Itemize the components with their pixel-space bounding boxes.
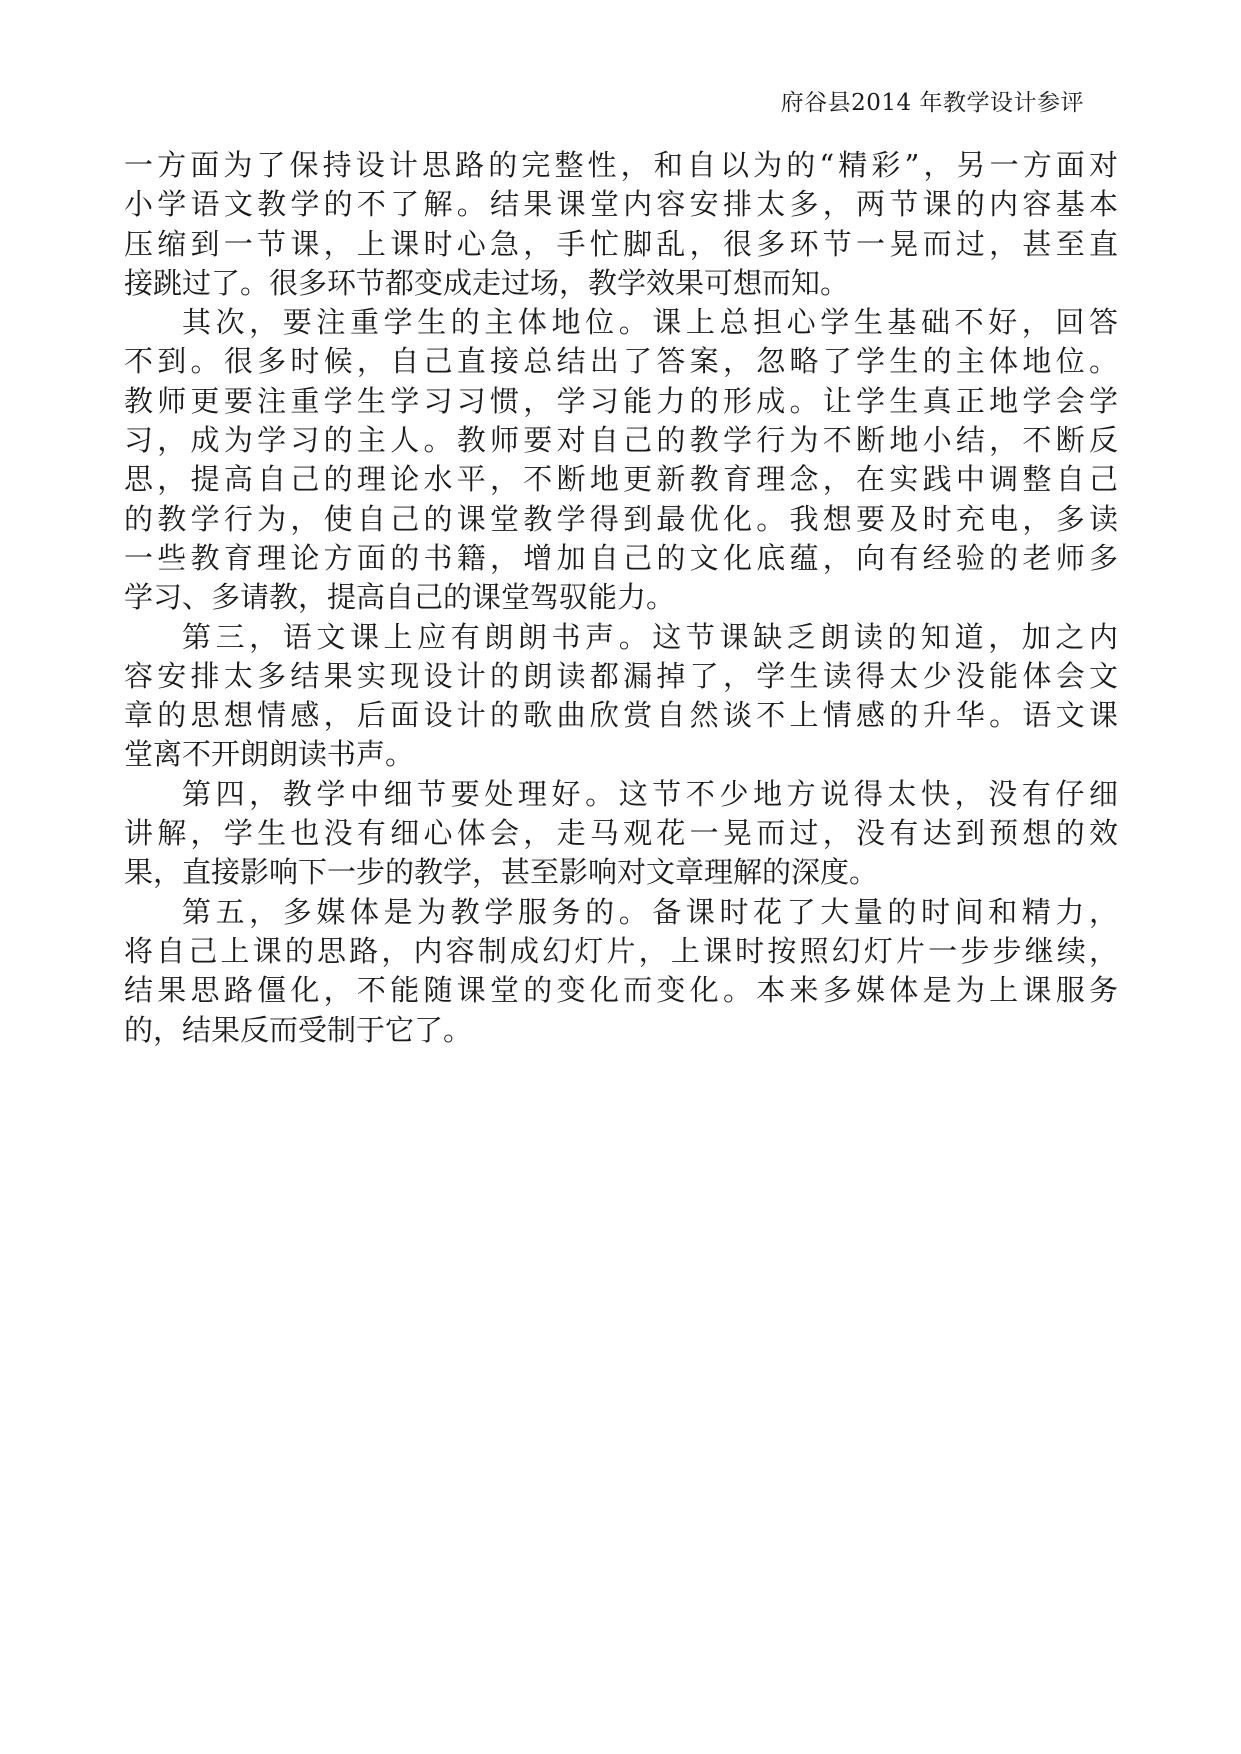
text-line: 第五，多媒体是为教学服务的。备课时花了大量的时间和精力， xyxy=(182,894,1118,929)
text-line: 一些教育理论方面的书籍，增加自己的文化底蕴，向有经验的老师多 xyxy=(124,540,1118,575)
text-line: 容安排太多结果实现设计的朗读都漏掉了，学生读得太少没能体会文 xyxy=(124,658,1118,693)
text-line: 压缩到一节课，上课时心急，手忙脚乱，很多环节一晃而过，甚至直 xyxy=(124,226,1118,261)
text-line: 章的思想情感，后面设计的歌曲欣赏自然谈不上情感的升华。语文课 xyxy=(124,698,1118,733)
text-line: 小学语文教学的不了解。结果课堂内容安排太多，两节课的内容基本 xyxy=(124,187,1118,222)
text-line: 将自己上课的思路，内容制成幻灯片，上课时按照幻灯片一步步继续， xyxy=(124,933,1118,968)
text-line: 结果思路僵化，不能随课堂的变化而变化。本来多媒体是为上课服务 xyxy=(124,973,1118,1008)
text-line: 堂离不开朗朗读书声。 xyxy=(124,737,415,772)
text-line: 果，直接影响下一步的教学，甚至影响对文章理解的深度。 xyxy=(124,855,879,890)
body-text xyxy=(124,146,1118,1050)
page-header: 府谷县2014 年教学设计参评 xyxy=(780,90,1084,116)
text-line: 接跳过了。很多环节都变成走过场，教学效果可想而知。 xyxy=(124,265,850,300)
text-line: 一方面为了保持设计思路的完整性，和自以为的“精彩”，另一方面对 xyxy=(124,148,1118,182)
text-line: 的教学行为，使自己的课堂教学得到最优化。我想要及时充电，多读 xyxy=(124,501,1118,536)
text-line: 的，结果反而受制于它了。 xyxy=(124,1012,473,1047)
text-line: 第四，教学中细节要处理好。这节不少地方说得太快，没有仔细 xyxy=(182,776,1118,811)
text-line: 思，提高自己的理论水平，不断地更新教育理念，在实践中调整自己 xyxy=(124,462,1118,497)
text-line: 其次，要注重学生的主体地位。课上总担心学生基础不好，回答 xyxy=(182,305,1118,340)
text-line: 习，成为学习的主人。教师要对自己的教学行为不断地小结，不断反 xyxy=(124,423,1118,458)
text-line: 学习、多请教，提高自己的课堂驾驭能力。 xyxy=(124,580,676,615)
text-line: 讲解，学生也没有细心体会，走马观花一晃而过，没有达到预想的效 xyxy=(124,816,1118,851)
text-line: 教师更要注重学生学习习惯，学习能力的形成。让学生真正地学会学 xyxy=(124,383,1118,418)
text-line: 不到。很多时候，自己直接总结出了答案，忽略了学生的主体地位。 xyxy=(124,344,1118,379)
text-line: 第三，语文课上应有朗朗书声。这节课缺乏朗读的知道，加之内 xyxy=(182,619,1118,654)
